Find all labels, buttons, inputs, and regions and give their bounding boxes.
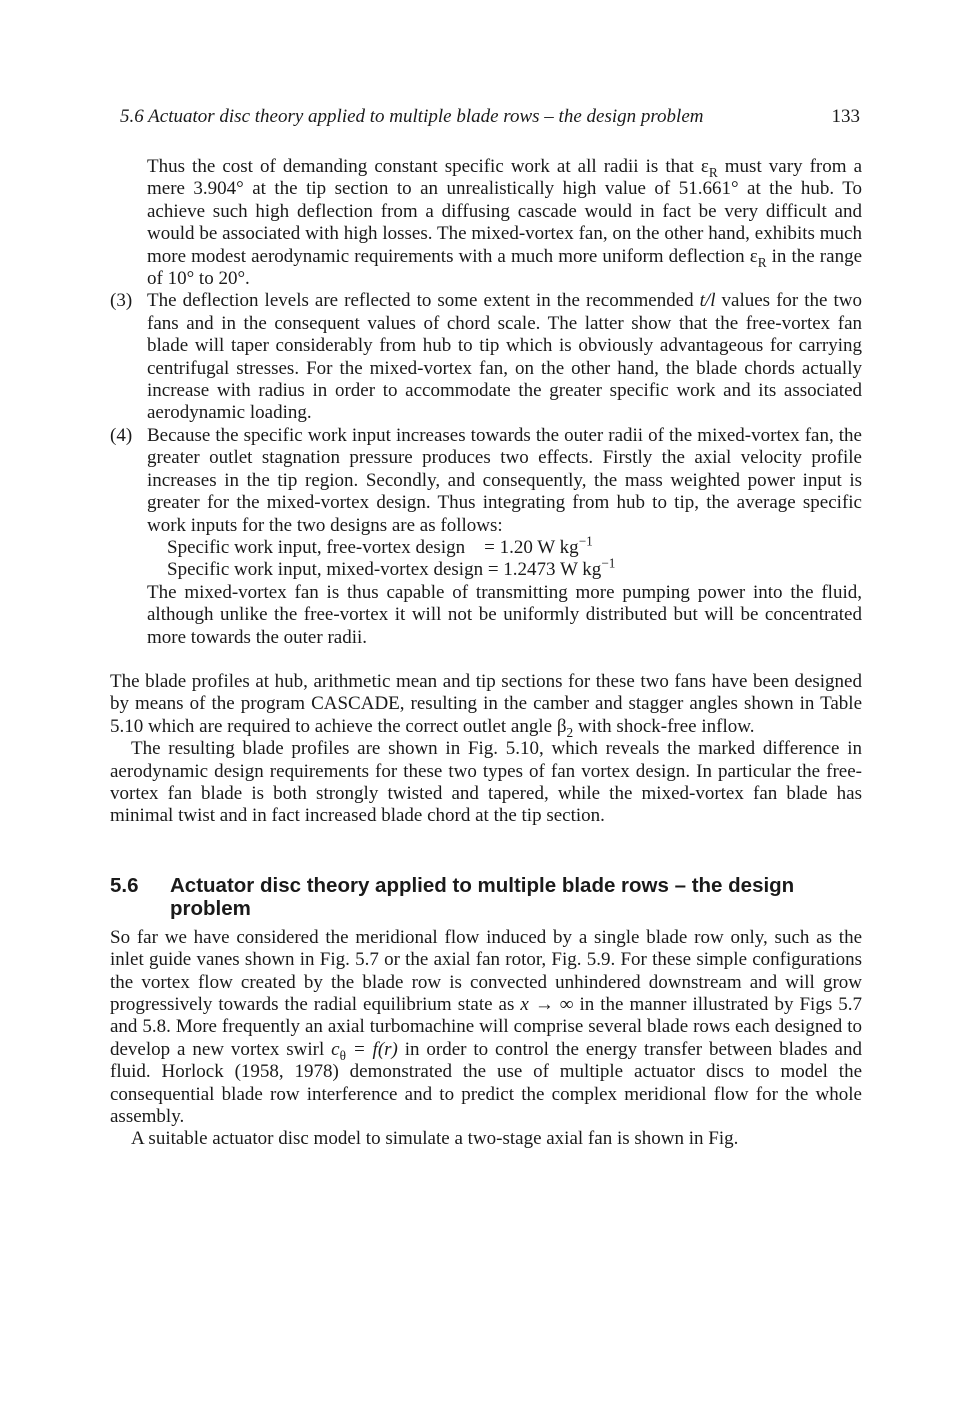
page-number: 133 (831, 106, 860, 127)
section-title: Actuator disc theory applied to multiple blade rows – the design problem (170, 873, 795, 920)
running-head (120, 104, 860, 130)
section-number: 5.6 (110, 873, 139, 897)
paragraph-blade-profiles: The blade profiles at hub, arithmetic mean and tip sections for these two fans have been designed by means of the program CASCADE, resulting in the camber and stagger angles shown in Table 5.10 which are required to achieve the correct outlet angle $\beta_2$ with shock-free inflow. (110, 670, 862, 740)
formula-free-vortex: Specific work input, free-vortex design = 1.20 W $kg^{-1}$ (167, 533, 593, 558)
list-number: (3) (110, 290, 133, 312)
page-content (110, 156, 862, 1151)
section-heading (110, 874, 862, 920)
paragraph-resulting-profiles: The resulting blade profiles are shown in Fig. 5.10, which reveals the marked difference in aerodynamic design requirements for these two types of fan vortex design. In particular the free-vortex fan blade is both strongly twisted and tapered, while the mixed-vortex fan blade has minimal twist and in fact increased blade chord at the tip section. (110, 738, 862, 827)
list-item-3 (110, 290, 863, 424)
paragraph-so-far: So far we have considered the meridional flow induced by a single blade row only, such as the inlet guide vanes shown in Fig. 5.7 or the axial fan rotor, Fig. 5.9. For these simple configurations the vortex flow created by the blade row is convected unhindered downstream and will grow progressively towards the radial equilibrium state as x → ∞ in the manner illustrated by Figs 5.7 and 5.8. More frequently an axial turbomachine will comprise several blade rows each designed to develop a new vortex swirl $c_\theta = f(r)$ in order to control the energy transfer between blades and fluid. Horlock (1958, 1978) demonstrated the use of multiple actuator discs to model the consequential blade row interference and to predict the complex meridional flow for the whole assembly. (110, 926, 862, 1128)
list-item-4 (110, 424, 862, 649)
continuation-paragraph: Thus the cost of demanding constant specific work at all radii is that $\varepsilon_R$ must vary from a mere 3.904° at the tip section to an unrealistically high value of 51.661° at the hub. To achieve such high deflection from a diffusing cascade would in fact be very difficult and would be associated with high losses. The mixed-vortex fan, on the other hand, exhibits much more modest aerodynamic requirements with a much more uniform deflection $\varepsilon_R$ in the range of 10° to 20°. (147, 156, 862, 290)
list-number: (4) (110, 424, 133, 446)
list-item-text: Because the specific work input increases towards the outer radii of the mixed-vortex fan, the greater outlet stagnation pressure produces two effects. Firstly the axial velocity profile increases in the tip region. Secondly, and consequently, the mass weighted power input is greater for the mixed-vortex design. Thus integrating from hub to tip, the average specific work inputs for the two designs are as follows: (147, 424, 862, 536)
list-item-closing: The mixed-vortex fan is thus capable of transmitting more pumping power into the fluid, although unlike the free-vortex it will not be uniformly distributed but will be concentrated more towards the outer radii. (147, 581, 862, 648)
running-head-title: 5.6 Actuator disc theory applied to multiple blade rows – the design problem (120, 106, 704, 127)
paragraph-suitable-model: A suitable actuator disc model to simulate a two-stage axial fan is shown in Fig. (131, 1128, 739, 1150)
list-item-text: The deflection levels are reflected to some extent in the recommended t/l values for the two fans and in the consequent values of chord scale. The latter show that the free-vortex fan blade will taper considerably from hub to tip which is obviously advantageous for carrying centrifugal stresses. For the mixed-vortex fan, on the other hand, the blade chords actually increase with radius in order to accommodate the greater specific work and its associated aerodynamic loading. (147, 290, 863, 424)
formula-mixed-vortex: Specific work input, mixed-vortex design = 1.2473 W $kg^{-1}$ (167, 555, 616, 581)
